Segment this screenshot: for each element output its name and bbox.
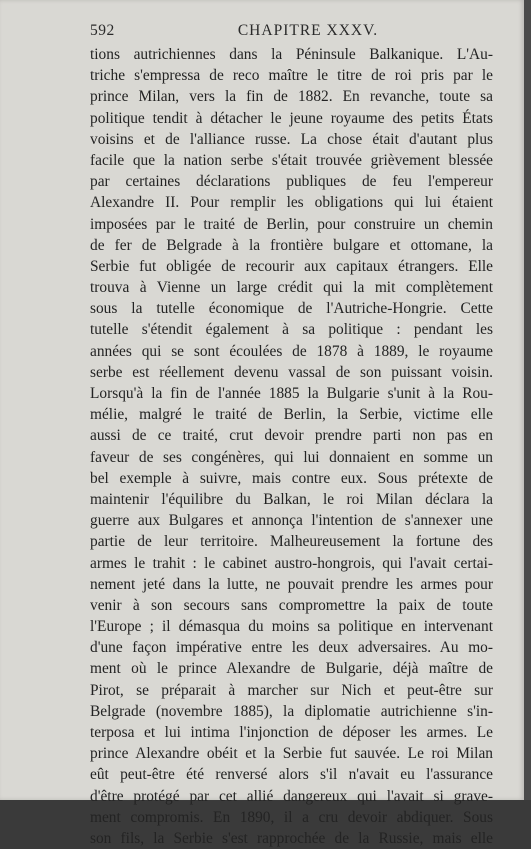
text-line: partie de leur territoire. Malheureusement la fortune des (90, 533, 493, 551)
text-line: facile que la nation serbe s'était trouvée grièvement blessée (90, 151, 493, 169)
text-line: années qui se sont écoulées de 1878 à 1889, le royaume (90, 342, 493, 360)
text-line: sous la tutelle économique de l'Autriche-Hongrie. Cette (90, 300, 493, 318)
text-line: mélie, malgré le traité de Berlin, la Serbie, victime elle (90, 406, 493, 424)
text-line: l'Europe ; il démasqua du moins sa politique en intervenant (90, 618, 493, 636)
text-line: prince Milan, vers la fin de 1882. En revanche, toute sa (90, 88, 493, 106)
page-number: 592 (90, 22, 115, 39)
text-line: Alexandre II. Pour remplir les obligations qui lui étaient (90, 194, 493, 212)
text-line: imposées par le traité de Berlin, pour construire un chemin (90, 215, 493, 233)
text-line: tions autrichiennes dans la Péninsule Balkanique. L'Au- (90, 46, 493, 63)
body-text (90, 44, 493, 849)
text-line: Pirot, se préparait à marcher sur Nich et peut-être sur (90, 681, 493, 699)
text-line: aussi de ce traité, crut devoir prendre parti non pas en (90, 427, 493, 445)
text-line: d'une façon impérative entre les deux adversaires. Au mo- (90, 639, 493, 657)
text-line: guerre aux Bulgares et annonça l'intention de s'annexer une (90, 512, 493, 530)
text-line: son fils, la Serbie s'est rapprochée de la Russie, mais elle (90, 829, 493, 847)
text-line: voisins et de l'alliance russe. La chose était d'autant plus (90, 130, 493, 148)
running-title: CHAPITRE XXXV. (237, 22, 379, 39)
text-line: maintenir l'équilibre du Balkan, le roi Milan déclara la (90, 490, 493, 508)
text-line: terposa et lui intima l'injonction de déposer les armes. Le (90, 724, 493, 741)
text-line: prince Alexandre obéit et la Serbie fut sauvée. Le roi Milan (90, 745, 493, 763)
text-line: armes le trahit : le cabinet austro-hongrois, qui l'avait certai- (90, 554, 493, 572)
text-line: par certaines déclarations publiques de feu l'empereur (90, 173, 493, 191)
text-line: ment où le prince Alexandre de Bulgarie, déjà maître de (90, 660, 493, 678)
text-line: trouva à Vienne un large crédit qui la mit complètement (90, 279, 493, 297)
text-line: de fer de Belgrade à la frontière bulgare et ottomane, la (90, 236, 493, 254)
text-line: Belgrade (novembre 1885), la diplomatie autrichienne s'in- (90, 702, 493, 720)
text-line: eût peut-être été renversé alors s'il n'avait eu l'assurance (90, 766, 493, 784)
text-line: bel exemple à suivre, mais contre eux. Sous prétexte de (90, 469, 493, 487)
text-line: politique tendit à détacher le jeune royaume des petits États (90, 109, 493, 127)
text-line: d'être protégé par cet allié dangereux qui l'avait si grave- (90, 787, 493, 805)
text-line: nement jeté dans la lutte, ne pouvait prendre les armes pour (90, 575, 493, 593)
text-line: triche s'empressa de reco maître le titre de roi pris par le (90, 67, 493, 85)
text-line: faveur de ses congénères, qui lui donnaient en somme un (90, 448, 493, 466)
text-line: tutelle s'étendit également à sa politique : pendant les (90, 321, 493, 339)
text-line: Serbie fut obligée de recourir aux capitaux étrangers. Elle (90, 257, 493, 275)
text-line: Lorsqu'à la fin de l'année 1885 la Bulgarie s'unit à la Rou- (90, 385, 493, 402)
page-header (90, 22, 496, 40)
text-line: serbe est réellement devenu vassal de son puissant voisin. (90, 363, 493, 381)
text-line: ment compromis. En 1890, il a cru devoir abdiquer. Sous (90, 808, 493, 826)
page-edge-shadow (524, 0, 531, 800)
text-line: venir à son secours sans compromettre la paix de toute (90, 596, 493, 614)
